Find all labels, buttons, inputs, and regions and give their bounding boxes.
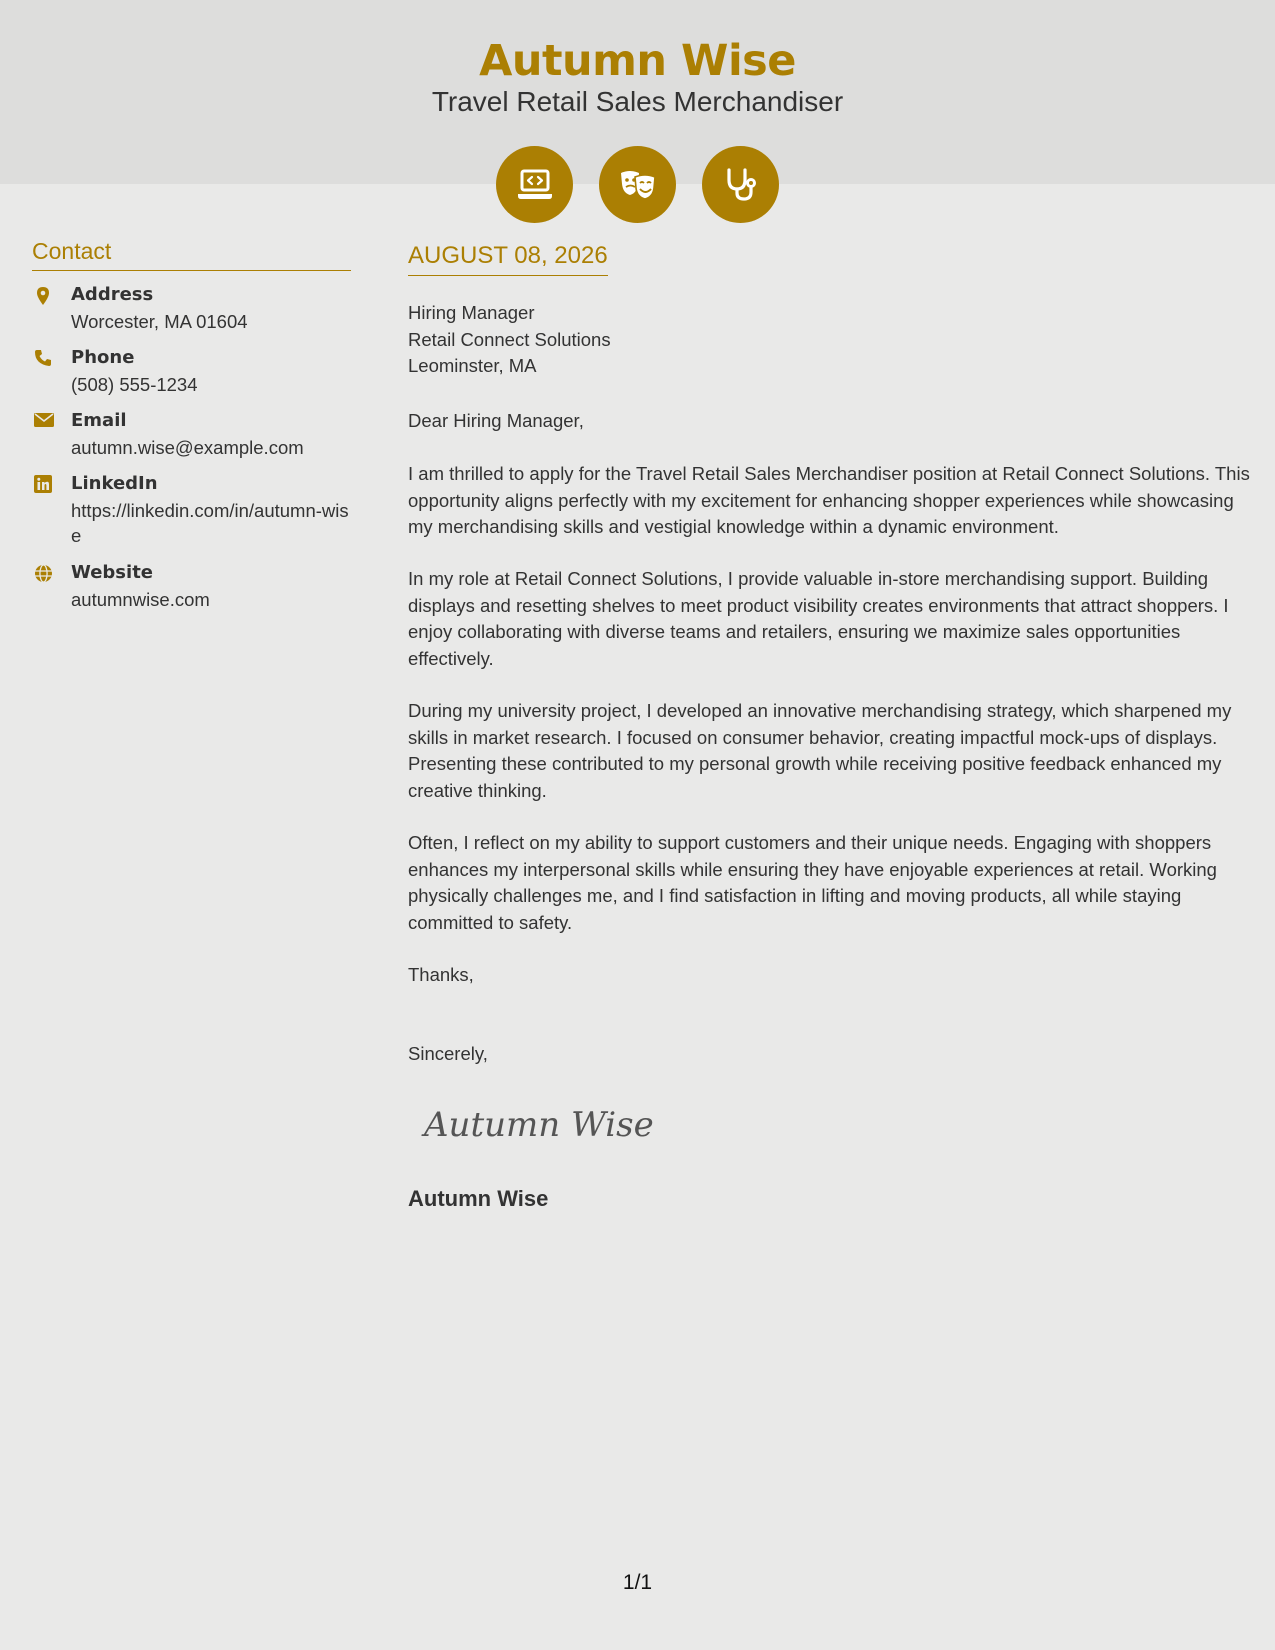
signature-image	[420, 1098, 660, 1148]
applicant-name: Autumn Wise	[479, 36, 796, 86]
contact-phone	[32, 347, 352, 397]
closing-line: Sincerely,	[408, 1043, 488, 1064]
map-marker-icon	[34, 286, 52, 304]
contact-address	[32, 284, 352, 334]
phone-value: (508) 555-1234	[71, 374, 198, 395]
website-label: Website	[71, 562, 154, 583]
recipient-location: Leominster, MA	[408, 355, 537, 376]
contact-heading: Contact	[32, 238, 351, 271]
job-title: Travel Retail Sales Merchandiser	[431, 86, 844, 117]
address-label: Address	[71, 284, 154, 305]
contact-linkedin	[32, 473, 352, 548]
contact-email	[32, 410, 352, 460]
letter-paragraph-4: Often, I reflect on my ability to support customers and their unique needs. Engaging with shoppers enhances my interpersonal skills while ensuring they have enjoyable experiences at retail. Working physically challenges me, and I find satisfaction in lifting and moving products, all while staying committed to safety.	[408, 832, 1217, 933]
stethoscope-icon	[702, 146, 779, 223]
phone-icon	[34, 349, 52, 367]
linkedin-value[interactable]: https://linkedin.com/in/autumn-wise	[71, 500, 349, 546]
envelope-icon	[34, 412, 52, 430]
letter-paragraph-3: During my university project, I developed an innovative merchandising strategy, which sharpened my skills in market research. I focused on consumer behavior, creating impactful mock-ups of displays. Presenting these contributed to my personal growth while receiving positive feedback enhanced my creative thinking.	[408, 700, 1232, 801]
letter-paragraph-2: In my role at Retail Connect Solutions, I provide valuable in-store merchandising support. Building displays and resetting shelves to meet product visibility creates environments that attract shoppers. I enjoy collaborating with diverse teams and retailers, ensuring we maximize sales opportunities effectively.	[408, 568, 1229, 669]
address-value: Worcester, MA 01604	[71, 311, 248, 332]
letter-paragraph-1: I am thrilled to apply for the Travel Retail Sales Merchandiser position at Retail Connect Solutions. This opportunity aligns perfectly with my excitement for enhancing shopper experiences while showcasing my merchandising skills and vestigial knowledge within a dynamic environment.	[408, 463, 1250, 537]
recipient-company: Retail Connect Solutions	[408, 328, 611, 350]
website-value[interactable]: autumnwise.com	[71, 589, 210, 610]
signer-name: Autumn Wise	[408, 1186, 549, 1211]
salutation: Dear Hiring Manager,	[408, 410, 584, 431]
theater-masks-icon	[599, 146, 676, 223]
page-number: 1/1	[622, 1571, 653, 1594]
recipient-block	[408, 300, 611, 380]
thanks-line: Thanks,	[408, 964, 474, 985]
contact-website	[32, 562, 352, 612]
phone-label: Phone	[71, 347, 135, 368]
letter-date: AUGUST 08, 2026	[408, 242, 608, 276]
linkedin-label: LinkedIn	[71, 473, 158, 494]
globe-icon	[34, 564, 52, 582]
email-value: autumn.wise@example.com	[71, 437, 304, 458]
linkedin-icon	[34, 475, 52, 493]
recipient-name: Hiring Manager	[408, 302, 535, 323]
signature-text: Autumn Wise	[424, 1105, 654, 1145]
email-label: Email	[71, 410, 127, 431]
laptop-code-icon	[496, 146, 573, 223]
